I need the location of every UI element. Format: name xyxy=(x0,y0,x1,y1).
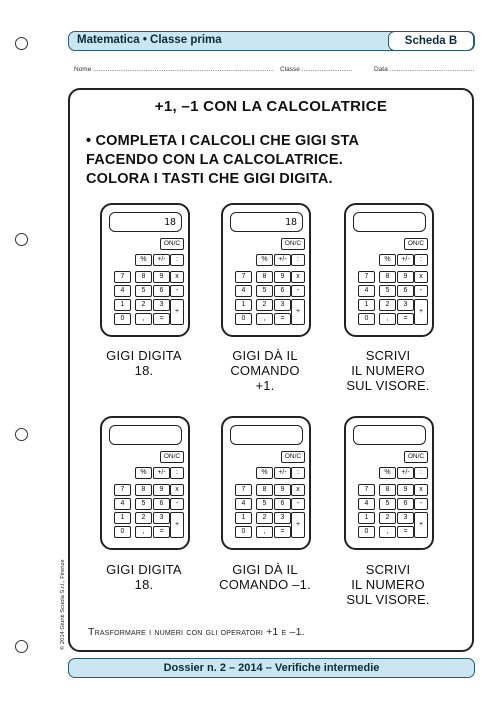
calculator-key-d5[interactable]: 5 xyxy=(256,498,273,510)
calculator-key-mul[interactable]: x xyxy=(414,271,428,283)
instruction-text xyxy=(86,132,466,189)
instruction-line: FACENDO CON LA CALCOLATRICE. xyxy=(86,152,343,168)
calculator-key-pm[interactable]: +/- xyxy=(397,467,414,479)
calculator-key-d3[interactable]: 3 xyxy=(153,299,170,311)
calculator-key-d2[interactable]: 2 xyxy=(256,512,273,524)
sheet-label: Scheda B xyxy=(388,31,474,51)
calculator-key-d7[interactable]: 7 xyxy=(235,271,252,283)
calculator-key-onc[interactable]: ON/C xyxy=(160,238,184,250)
calculator-key-d3[interactable]: 3 xyxy=(274,512,291,524)
teacher-note: Trasformare i numeri con gli operatori +1 e –1. xyxy=(88,626,305,638)
calculator-key-onc[interactable]: ON/C xyxy=(281,238,305,250)
caption-line: COMANDO xyxy=(230,363,300,378)
calculator-key-add[interactable]: + xyxy=(170,299,184,325)
calculator-key-mul[interactable]: x xyxy=(414,484,428,496)
calculator-key-mul[interactable]: x xyxy=(170,484,184,496)
calculator-key-dot[interactable]: , xyxy=(135,313,152,325)
calculator-key-div[interactable]: : xyxy=(291,467,305,479)
calculator-key-mul[interactable]: x xyxy=(291,271,305,283)
calculator-key-d0[interactable]: 0 xyxy=(235,526,252,538)
calculator-key-add[interactable]: + xyxy=(414,299,428,325)
caption-line: GIGI DIGITA xyxy=(106,348,182,363)
copyright-notice: © 2014 Giunti Scuola S.r.l., Firenze xyxy=(60,559,66,650)
calculator-key-dot[interactable]: , xyxy=(379,526,396,538)
calculator-key-d8[interactable]: 8 xyxy=(135,484,152,496)
instruction-line: COLORA I TASTI CHE GIGI DIGITA. xyxy=(86,171,333,187)
calculator-key-mul[interactable]: x xyxy=(170,271,184,283)
caption-line: SCRIVI xyxy=(365,562,411,577)
calculator-key-d1[interactable]: 1 xyxy=(235,299,252,311)
calculator-display[interactable]: 18 xyxy=(230,212,303,232)
calculator-key-d7[interactable]: 7 xyxy=(358,271,375,283)
calculator-key-eq[interactable]: = xyxy=(274,526,291,538)
caption-line: COMANDO –1. xyxy=(219,577,311,592)
calculator-key-eq[interactable]: = xyxy=(153,526,170,538)
caption-line: IL NUMERO xyxy=(351,363,425,378)
calculator-key-d6[interactable]: 6 xyxy=(153,285,170,297)
calculator-key-div[interactable]: : xyxy=(170,254,184,266)
calculator-key-d1[interactable]: 1 xyxy=(114,512,131,524)
calculator-key-d3[interactable]: 3 xyxy=(274,299,291,311)
calculator-key-d5[interactable]: 5 xyxy=(135,285,152,297)
calculator-key-add[interactable]: + xyxy=(291,512,305,538)
calculator-key-d8[interactable]: 8 xyxy=(256,271,273,283)
calculator-key-add[interactable]: + xyxy=(170,512,184,538)
calculator xyxy=(344,203,434,337)
calculator-key-d1[interactable]: 1 xyxy=(235,512,252,524)
caption xyxy=(84,348,204,378)
binder-hole xyxy=(15,428,28,441)
calculator-key-pct[interactable]: % xyxy=(379,254,396,266)
calculator-key-pct[interactable]: % xyxy=(135,254,152,266)
calculator-key-d6[interactable]: 6 xyxy=(153,498,170,510)
name-field[interactable]: Nome .................................................................................................... xyxy=(74,66,274,73)
calculator-key-pct[interactable]: % xyxy=(256,254,273,266)
calculator-key-d1[interactable]: 1 xyxy=(358,299,375,311)
caption-line: GIGI DÀ IL xyxy=(232,562,298,577)
calculator-key-sub[interactable]: - xyxy=(291,285,305,297)
calculator-display[interactable] xyxy=(230,425,303,445)
caption xyxy=(205,348,325,393)
calculator-key-pct[interactable]: % xyxy=(379,467,396,479)
calculator-key-d7[interactable]: 7 xyxy=(358,484,375,496)
page-header xyxy=(68,31,475,51)
calculator-key-div[interactable]: : xyxy=(291,254,305,266)
calculator-key-eq[interactable]: = xyxy=(397,526,414,538)
calculator-key-d4[interactable]: 4 xyxy=(114,498,131,510)
calculator-key-d1[interactable]: 1 xyxy=(114,299,131,311)
caption-line: SCRIVI xyxy=(365,348,411,363)
calculator-key-d6[interactable]: 6 xyxy=(274,285,291,297)
calculator-key-onc[interactable]: ON/C xyxy=(404,451,428,463)
calculator-key-d4[interactable]: 4 xyxy=(114,285,131,297)
calculator-key-onc[interactable]: ON/C xyxy=(404,238,428,250)
calculator-key-d5[interactable]: 5 xyxy=(256,285,273,297)
calculator-key-d9[interactable]: 9 xyxy=(397,484,414,496)
calculator-key-d8[interactable]: 8 xyxy=(256,484,273,496)
calculator-key-div[interactable]: : xyxy=(170,467,184,479)
exercise-title: +1, –1 CON LA CALCOLATRICE xyxy=(154,98,388,115)
calculator-key-d1[interactable]: 1 xyxy=(358,512,375,524)
caption xyxy=(328,562,448,607)
calculator xyxy=(100,203,190,337)
calculator-key-d3[interactable]: 3 xyxy=(397,512,414,524)
calculator-key-d9[interactable]: 9 xyxy=(274,484,291,496)
calculator-display[interactable] xyxy=(353,425,426,445)
calculator-key-d5[interactable]: 5 xyxy=(135,498,152,510)
calculator-key-d4[interactable]: 4 xyxy=(358,285,375,297)
calculator-key-d0[interactable]: 0 xyxy=(358,526,375,538)
calculator-key-d9[interactable]: 9 xyxy=(153,271,170,283)
calculator xyxy=(100,416,190,550)
calculator-key-eq[interactable]: = xyxy=(397,313,414,325)
calculator-key-dot[interactable]: , xyxy=(379,313,396,325)
instruction-line: • COMPLETA I CALCOLI CHE GIGI STA xyxy=(86,133,360,149)
date-field[interactable]: Data ............................................... xyxy=(374,66,475,73)
caption xyxy=(84,562,204,592)
calculator-key-div[interactable]: : xyxy=(414,467,428,479)
calculator-key-d2[interactable]: 2 xyxy=(135,299,152,311)
calculator-key-d0[interactable]: 0 xyxy=(114,526,131,538)
calculator-key-d9[interactable]: 9 xyxy=(274,271,291,283)
calculator-key-sub[interactable]: - xyxy=(414,285,428,297)
calculator-key-onc[interactable]: ON/C xyxy=(281,451,305,463)
calculator-key-mul[interactable]: x xyxy=(291,484,305,496)
calculator-key-onc[interactable]: ON/C xyxy=(160,451,184,463)
calculator-key-pct[interactable]: % xyxy=(256,467,273,479)
calculator-key-d2[interactable]: 2 xyxy=(379,512,396,524)
calculator-key-eq[interactable]: = xyxy=(274,313,291,325)
calculator-key-d5[interactable]: 5 xyxy=(379,285,396,297)
calculator-key-add[interactable]: + xyxy=(414,512,428,538)
calculator-key-d8[interactable]: 8 xyxy=(135,271,152,283)
calculator-key-sub[interactable]: - xyxy=(170,498,184,510)
calculator-key-div[interactable]: : xyxy=(414,254,428,266)
caption-line: 18. xyxy=(134,577,154,592)
calculator-key-d3[interactable]: 3 xyxy=(153,512,170,524)
class-field[interactable]: Classe ............................ xyxy=(280,66,353,73)
calculator-key-d6[interactable]: 6 xyxy=(274,498,291,510)
calculator-key-pct[interactable]: % xyxy=(135,467,152,479)
calculator-key-d2[interactable]: 2 xyxy=(256,299,273,311)
calculator-key-d7[interactable]: 7 xyxy=(235,484,252,496)
caption-line: GIGI DÀ IL xyxy=(232,348,298,363)
calculator-display[interactable]: 18 xyxy=(109,212,182,232)
calculator-key-d5[interactable]: 5 xyxy=(379,498,396,510)
calculator-key-d0[interactable]: 0 xyxy=(235,313,252,325)
caption xyxy=(328,348,448,393)
calculator-key-d0[interactable]: 0 xyxy=(114,313,131,325)
calculator-key-d4[interactable]: 4 xyxy=(235,285,252,297)
calculator-key-d2[interactable]: 2 xyxy=(379,299,396,311)
calculator-key-dot[interactable]: , xyxy=(256,526,273,538)
calculator-key-eq[interactable]: = xyxy=(153,313,170,325)
binder-hole xyxy=(15,233,28,246)
subject-label: Matematica • Classe prima xyxy=(77,34,222,46)
calculator-key-d9[interactable]: 9 xyxy=(153,484,170,496)
binder-hole xyxy=(15,37,28,50)
caption-line: SUL VISORE. xyxy=(346,378,430,393)
calculator-key-pm[interactable]: +/- xyxy=(153,467,170,479)
calculator-key-d4[interactable]: 4 xyxy=(358,498,375,510)
calculator xyxy=(221,416,311,550)
calculator-key-d4[interactable]: 4 xyxy=(235,498,252,510)
page-footer: Dossier n. 2 – 2014 – Verifiche intermedie xyxy=(68,658,475,678)
calculator-key-dot[interactable]: , xyxy=(135,526,152,538)
calculator-key-pm[interactable]: +/- xyxy=(274,467,291,479)
calculator-key-d6[interactable]: 6 xyxy=(397,498,414,510)
calculator-key-d7[interactable]: 7 xyxy=(114,271,131,283)
binder-hole xyxy=(15,640,28,653)
calculator-key-d2[interactable]: 2 xyxy=(135,512,152,524)
caption xyxy=(205,562,325,592)
calculator-key-add[interactable]: + xyxy=(291,299,305,325)
calculator-key-d0[interactable]: 0 xyxy=(358,313,375,325)
caption-line: IL NUMERO xyxy=(351,577,425,592)
calculator xyxy=(221,203,311,337)
caption-line: +1. xyxy=(255,378,275,393)
calculator-key-d6[interactable]: 6 xyxy=(397,285,414,297)
calculator-key-d8[interactable]: 8 xyxy=(379,271,396,283)
calculator xyxy=(344,416,434,550)
caption-line: SUL VISORE. xyxy=(346,592,430,607)
calculator-key-sub[interactable]: - xyxy=(291,498,305,510)
calculator-key-sub[interactable]: - xyxy=(170,285,184,297)
calculator-key-d3[interactable]: 3 xyxy=(397,299,414,311)
calculator-key-d7[interactable]: 7 xyxy=(114,484,131,496)
calculator-display[interactable] xyxy=(109,425,182,445)
caption-line: 18. xyxy=(134,363,154,378)
calculator-key-dot[interactable]: , xyxy=(256,313,273,325)
calculator-key-pm[interactable]: +/- xyxy=(274,254,291,266)
calculator-key-d8[interactable]: 8 xyxy=(379,484,396,496)
caption-line: GIGI DIGITA xyxy=(106,562,182,577)
calculator-display[interactable] xyxy=(353,212,426,232)
calculator-key-pm[interactable]: +/- xyxy=(397,254,414,266)
calculator-key-d9[interactable]: 9 xyxy=(397,271,414,283)
calculator-key-sub[interactable]: - xyxy=(414,498,428,510)
calculator-key-pm[interactable]: +/- xyxy=(153,254,170,266)
